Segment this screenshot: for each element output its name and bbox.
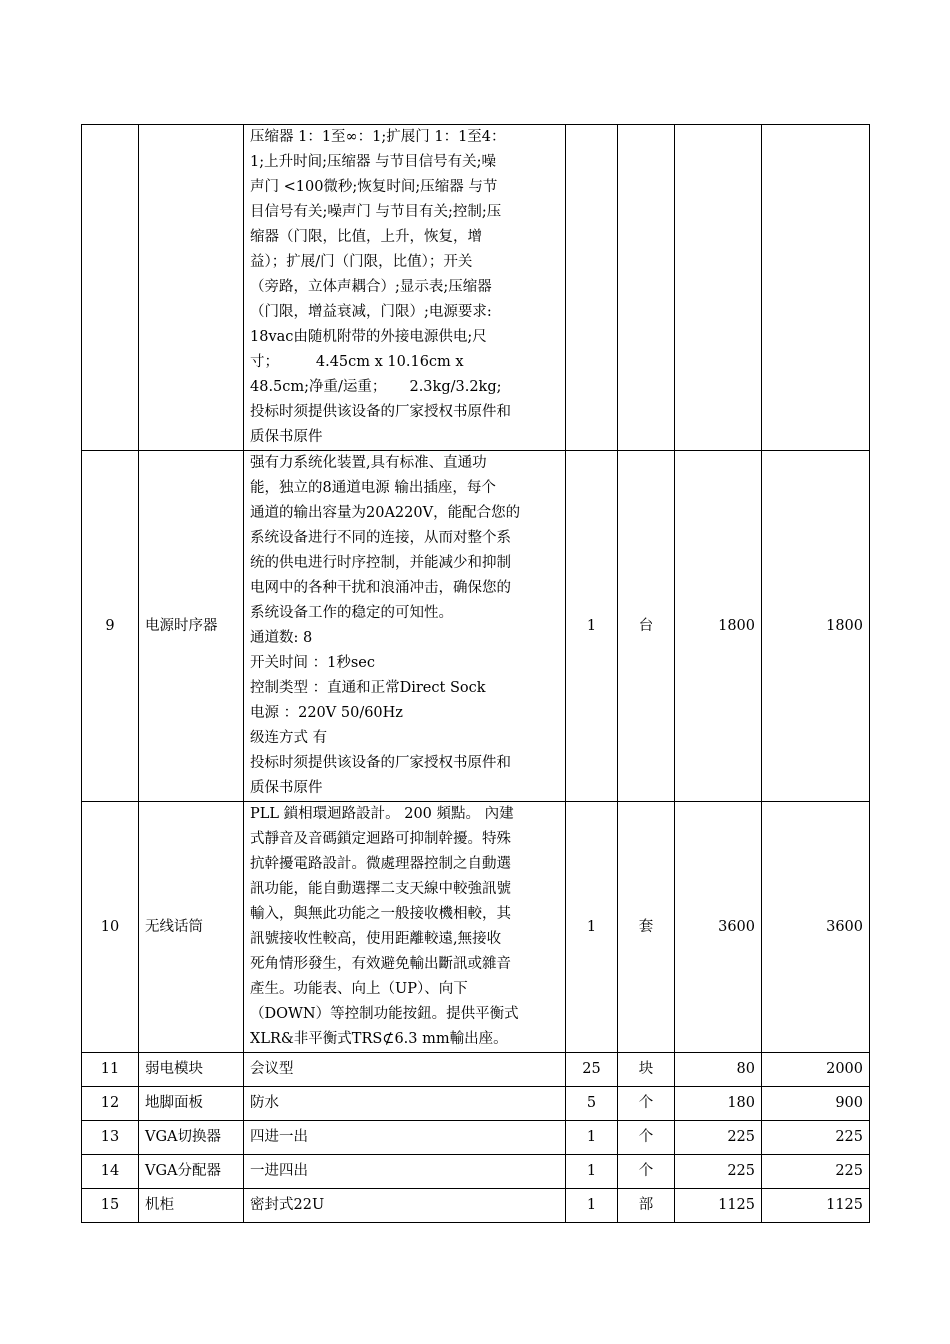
- total-price: 1125: [762, 1189, 870, 1223]
- item-description: [244, 451, 566, 802]
- description-line: 式靜音及音碼鎖定迴路可抑制幹擾。特殊: [250, 831, 511, 847]
- row-number: 12: [82, 1087, 139, 1121]
- row-number: 11: [82, 1053, 139, 1087]
- unit-price: 80: [675, 1053, 762, 1087]
- unit-price: [675, 125, 762, 451]
- table-row: [82, 1155, 870, 1189]
- description-line: （门限，增益衰减，门限）;电源要求:: [250, 304, 492, 320]
- description-line: 通道数: 8: [250, 630, 313, 646]
- description-line: 投标时须提供该设备的厂家授权书原件和: [250, 404, 511, 420]
- total-price: 2000: [762, 1053, 870, 1087]
- item-name: 弱电模块: [139, 1053, 244, 1087]
- description-line: 輸入，與無此功能之一般接收機相較，其: [250, 906, 511, 922]
- description-line: 开关时间 ：1秒sec: [250, 655, 375, 671]
- item-name: 机柜: [139, 1189, 244, 1223]
- description-line: 能，独立的8通道电源 输出插座，每个: [250, 480, 496, 496]
- description-line: 訊功能，能自動選擇二支天線中較強訊號: [250, 881, 511, 897]
- item-quantity: 1: [566, 1155, 618, 1189]
- item-unit: 套: [618, 802, 675, 1053]
- item-unit: 个: [618, 1155, 675, 1189]
- unit-price: 180: [675, 1087, 762, 1121]
- item-description: [244, 1189, 566, 1223]
- description-line: 投标时须提供该设备的厂家授权书原件和: [250, 755, 511, 771]
- item-name: 电源时序器: [139, 451, 244, 802]
- table-row: [82, 1053, 870, 1087]
- description-line: 级连方式 有: [250, 730, 328, 746]
- item-name: VGA切换器: [139, 1121, 244, 1155]
- description-line: （旁路，立体声耦合）;显示表;压缩器: [250, 279, 492, 295]
- row-number: 9: [82, 451, 139, 802]
- item-description: [244, 802, 566, 1053]
- description-line: PLL 鎖相環迴路設計。 200 頻點。 內建: [250, 806, 514, 822]
- description-line: 四进一出: [250, 1129, 308, 1145]
- description-line: 寸； 4.45cm x 10.16cm x: [250, 354, 464, 370]
- description-line: 声门 <100微秒;恢复时间;压缩器 与节: [250, 179, 498, 195]
- description-line: 一进四出: [250, 1163, 308, 1179]
- table-body: [82, 125, 870, 1223]
- description-line: 系统设备进行不同的连接，从而对整个系: [250, 530, 511, 546]
- item-unit: 台: [618, 451, 675, 802]
- item-quantity: [566, 125, 618, 451]
- item-quantity: 1: [566, 802, 618, 1053]
- item-description: [244, 1053, 566, 1087]
- description-line: 电网中的各种干扰和浪涌冲击，确保您的: [250, 580, 511, 596]
- description-line: 1;上升时间;压缩器 与节目信号有关;噪: [250, 154, 496, 170]
- row-number: 15: [82, 1189, 139, 1223]
- total-price: 900: [762, 1087, 870, 1121]
- total-price: 225: [762, 1155, 870, 1189]
- description-line: 抗幹擾電路設計。微處理器控制之自動選: [250, 856, 511, 872]
- description-line: XLR&非平衡式TRS⊄6.3 mm輸出座。: [250, 1031, 508, 1047]
- description-line: 电源 ：220V 50/60Hz: [250, 705, 403, 721]
- item-unit: 块: [618, 1053, 675, 1087]
- description-line: 防水: [250, 1095, 279, 1111]
- description-line: 訊號接收性較高，使用距離較遠,無接收: [250, 931, 502, 947]
- description-line: 质保书原件: [250, 429, 323, 445]
- row-number: 10: [82, 802, 139, 1053]
- table-row: [82, 125, 870, 451]
- total-price: [762, 125, 870, 451]
- table-row: [82, 1087, 870, 1121]
- unit-price: 1125: [675, 1189, 762, 1223]
- description-line: 18vac由随机附带的外接电源供电;尺: [250, 329, 487, 345]
- total-price: 3600: [762, 802, 870, 1053]
- unit-price: 3600: [675, 802, 762, 1053]
- table-row: [82, 1121, 870, 1155]
- total-price: 1800: [762, 451, 870, 802]
- unit-price: 225: [675, 1155, 762, 1189]
- description-line: 益）；扩展/门（门限，比值）；开关: [250, 254, 473, 270]
- item-name: VGA分配器: [139, 1155, 244, 1189]
- description-line: 通道的输出容量为20A220V，能配合您的: [250, 505, 521, 521]
- unit-price: 225: [675, 1121, 762, 1155]
- item-quantity: 5: [566, 1087, 618, 1121]
- item-description: [244, 125, 566, 451]
- item-unit: 个: [618, 1121, 675, 1155]
- description-line: 系统设备工作的稳定的可知性。: [250, 605, 453, 621]
- total-price: 225: [762, 1121, 870, 1155]
- description-line: 死角情形發生，有效避免輸出斷訊或雜音: [250, 956, 511, 972]
- equipment-spec-table: [81, 124, 870, 1223]
- description-line: 缩器（门限，比值，上升，恢复，增: [250, 229, 482, 245]
- item-unit: 个: [618, 1087, 675, 1121]
- item-unit: 部: [618, 1189, 675, 1223]
- description-line: 密封式22U: [250, 1197, 325, 1213]
- description-line: 质保书原件: [250, 780, 323, 796]
- item-name: 地脚面板: [139, 1087, 244, 1121]
- item-description: [244, 1155, 566, 1189]
- table-row: [82, 1189, 870, 1223]
- row-number: [82, 125, 139, 451]
- description-line: 48.5cm;净重/运重； 2.3kg/3.2kg;: [250, 379, 502, 395]
- description-line: 產生。功能表、向上（UP）、向下: [250, 981, 468, 997]
- item-name: 无线话筒: [139, 802, 244, 1053]
- item-unit: [618, 125, 675, 451]
- row-number: 14: [82, 1155, 139, 1189]
- item-quantity: 1: [566, 451, 618, 802]
- description-line: 目信号有关;噪声门 与节目有关;控制;压: [250, 204, 502, 220]
- item-description: [244, 1087, 566, 1121]
- table-row: [82, 451, 870, 802]
- description-line: 会议型: [250, 1061, 294, 1077]
- item-name: [139, 125, 244, 451]
- item-quantity: 1: [566, 1189, 618, 1223]
- row-number: 13: [82, 1121, 139, 1155]
- description-line: 压缩器 1：1至∞：1;扩展门 1：1至4：: [250, 129, 506, 145]
- item-description: [244, 1121, 566, 1155]
- description-line: 强有力系统化装置,具有标准、直通功: [250, 455, 487, 471]
- item-quantity: 1: [566, 1121, 618, 1155]
- table-row: [82, 802, 870, 1053]
- description-line: （DOWN）等控制功能按鈕。提供平衡式: [250, 1006, 519, 1022]
- unit-price: 1800: [675, 451, 762, 802]
- description-line: 控制类型 ：直通和正常Direct Sock: [250, 680, 486, 696]
- item-quantity: 25: [566, 1053, 618, 1087]
- description-line: 统的供电进行时序控制，并能减少和抑制: [250, 555, 511, 571]
